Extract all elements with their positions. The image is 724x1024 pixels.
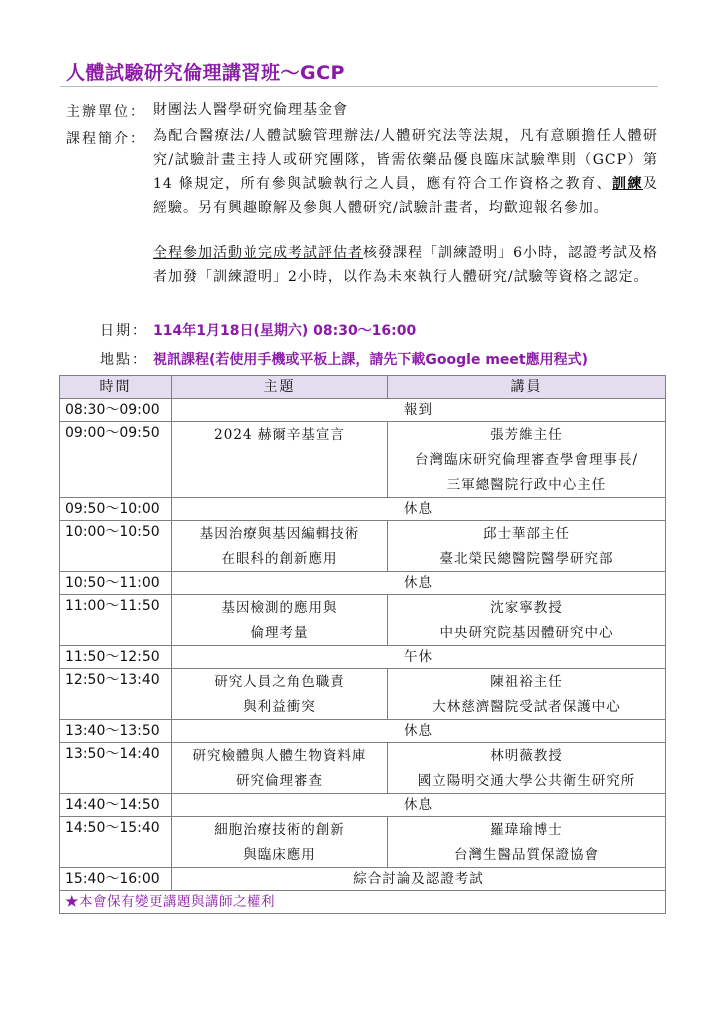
row-speaker (388, 422, 666, 498)
intro-text-certificate: 核發課程「訓練證明」6小時，認證考試及格者加發「訓練證明」2小時，以作為未來執行人體研究/試驗等資格之認定。 (153, 245, 659, 285)
row-topic (172, 595, 388, 646)
table-row (60, 743, 666, 794)
row-time: 09:00～09:50 (60, 422, 172, 498)
row-span (172, 572, 666, 595)
row-span-text: 報到 (404, 402, 433, 418)
row-time: 09:50～10:00 (60, 498, 172, 521)
row-span (172, 720, 666, 743)
topic-line: 基因治療與基因編輯技術 (199, 526, 360, 542)
row-span (172, 399, 666, 422)
table-row (60, 868, 666, 891)
date-label: 日期： (100, 323, 148, 339)
table-row (60, 891, 666, 914)
row-topic (172, 669, 388, 720)
speaker-line: 台灣生醫品質保證協會 (454, 847, 599, 863)
table-row (60, 399, 666, 422)
speaker-line: 台灣臨床研究倫理審查學會理事長/ (414, 452, 639, 468)
topic-line: 研究檢體與人體生物資料庫 (192, 748, 367, 764)
speaker-line: 陳祖裕主任 (490, 674, 563, 690)
table-row (60, 669, 666, 720)
row-span-text: 休息 (404, 501, 433, 517)
row-speaker (388, 817, 666, 868)
header-time: 時間 (60, 376, 172, 399)
topic-line: 基因檢測的應用與 (221, 600, 338, 616)
row-time: 10:50～11:00 (60, 572, 172, 595)
row-time: 12:50～13:40 (60, 669, 172, 720)
row-span (172, 868, 666, 891)
row-span-text: 休息 (404, 797, 433, 813)
row-speaker (388, 669, 666, 720)
table-row (60, 422, 666, 498)
title-divider (60, 86, 658, 87)
row-time: 11:50～12:50 (60, 646, 172, 669)
row-time: 08:30～09:00 (60, 399, 172, 422)
topic-line: 在眼科的創新應用 (221, 551, 338, 567)
row-time: 14:50～15:40 (60, 817, 172, 868)
table-row (60, 817, 666, 868)
page-title: 人體試驗研究倫理講習班～GCP (66, 62, 345, 84)
topic-line: 與臨床應用 (243, 847, 316, 863)
speaker-line: 中央研究院基因體研究中心 (439, 625, 614, 641)
speaker-line: 林明薇教授 (490, 748, 563, 764)
intro-paragraph-1 (153, 124, 658, 220)
row-speaker (388, 743, 666, 794)
speaker-line: 羅瑋瑜博士 (490, 822, 563, 838)
topic-line: 倫理考量 (250, 625, 309, 641)
organizer-label: 主辦單位： (66, 104, 146, 120)
speaker-line: 大林慈濟醫院受試者保護中心 (432, 699, 621, 715)
row-span (172, 498, 666, 521)
date-value: 114年1月18日(星期六) 08:30～16:00 (153, 323, 417, 339)
row-span (172, 646, 666, 669)
row-span-text: 休息 (404, 723, 433, 739)
footnote: ★本會保有變更講題與講師之權利 (60, 891, 666, 914)
organizer-value: 財團法人醫學研究倫理基金會 (153, 102, 348, 118)
table-row (60, 572, 666, 595)
row-span-text: 休息 (404, 575, 433, 591)
row-span-text: 綜合討論及認證考試 (353, 871, 484, 887)
row-speaker (388, 595, 666, 646)
header-topic: 主題 (172, 376, 388, 399)
row-time: 14:40～14:50 (60, 794, 172, 817)
header-speaker: 講員 (388, 376, 666, 399)
topic-line: 2024 赫爾辛基宣言 (214, 427, 345, 443)
row-time: 10:00～10:50 (60, 521, 172, 572)
location-label: 地點： (100, 352, 148, 368)
intro-text-underlined: 全程參加活動並完成考試評估者 (153, 245, 364, 261)
speaker-line: 沈家寧教授 (490, 600, 563, 616)
topic-line: 與利益衝突 (243, 699, 316, 715)
table-row (60, 498, 666, 521)
row-topic (172, 422, 388, 498)
row-span (172, 794, 666, 817)
speaker-line: 臺北榮民總醫院醫學研究部 (439, 551, 614, 567)
speaker-line: 三軍總醫院行政中心主任 (446, 477, 607, 493)
location-value: 視訊課程(若使用手機或平板上課，請先下載Google meet應用程式) (153, 352, 588, 368)
row-topic (172, 743, 388, 794)
table-row (60, 646, 666, 669)
intro-paragraph-2 (153, 241, 658, 289)
schedule-table (59, 375, 666, 914)
row-speaker (388, 521, 666, 572)
row-time: 13:40～13:50 (60, 720, 172, 743)
speaker-line: 國立陽明交通大學公共衛生研究所 (417, 773, 636, 789)
intro-text-part2: 及經驗。另有興趣瞭解及參與人體研究/試驗計畫者，均歡迎報名參加。 (153, 176, 658, 216)
row-time: 11:00～11:50 (60, 595, 172, 646)
intro-text-part1: 為配合醫療法/人體試驗管理辦法/人體研究法等法規，凡有意願擔任人體研究/試驗計畫主持人或研究團隊，皆需依藥品優良臨床試驗準則（GCP）第 14 條規定，所有參與試驗執行之人員，應有符合工作資格之教育、 (153, 128, 658, 192)
topic-line: 細胞治療技術的創新 (214, 822, 345, 838)
row-topic (172, 521, 388, 572)
row-topic (172, 817, 388, 868)
row-time: 13:50～14:40 (60, 743, 172, 794)
row-span-text: 午休 (404, 649, 433, 665)
intro-label: 課程簡介： (66, 131, 146, 147)
speaker-line: 邱士華部主任 (483, 526, 570, 542)
topic-line: 研究人員之角色職責 (214, 674, 345, 690)
speaker-line: 張芳維主任 (490, 427, 563, 443)
topic-line: 研究倫理審查 (236, 773, 323, 789)
row-time: 15:40～16:00 (60, 868, 172, 891)
table-row (60, 720, 666, 743)
table-row (60, 521, 666, 572)
table-row (60, 595, 666, 646)
intro-text-training: 訓練 (612, 176, 643, 192)
table-row (60, 794, 666, 817)
